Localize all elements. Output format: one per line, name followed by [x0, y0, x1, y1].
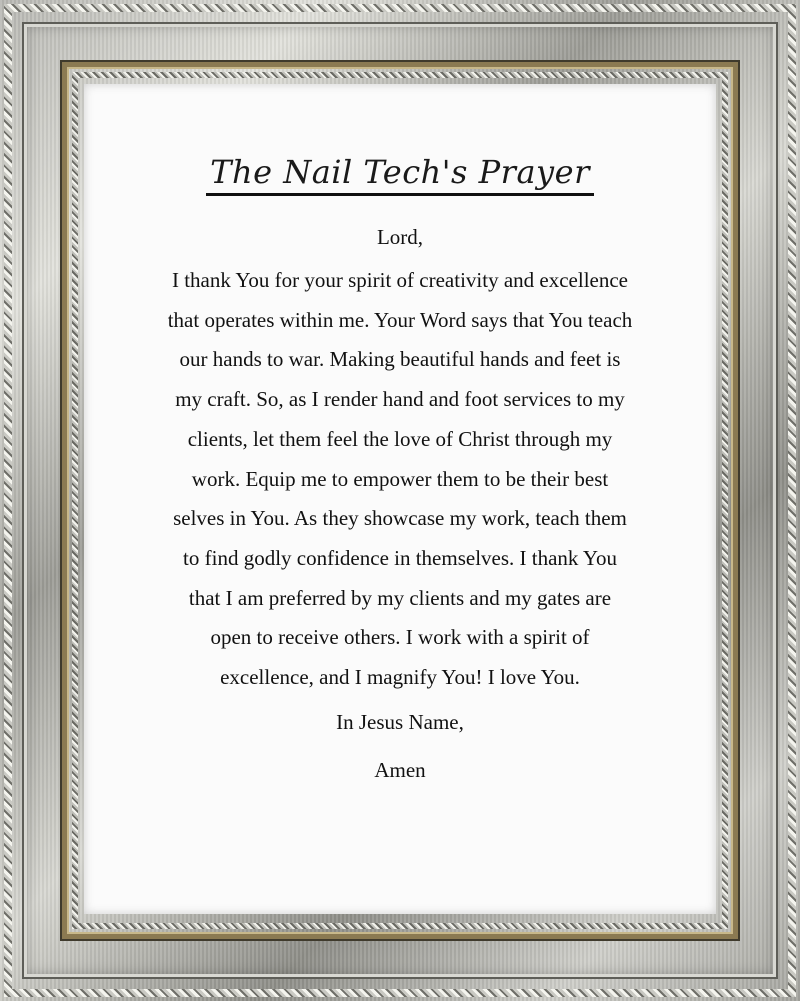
title-block: [84, 154, 716, 196]
prayer-line: that operates within me. Your Word says that You teach: [167, 307, 633, 332]
prayer-page: [84, 84, 716, 914]
prayer-text: [124, 217, 676, 790]
prayer-line: excellence, and I magnify You! I love You.: [220, 665, 580, 690]
prayer-line: our hands to war. Making beautiful hands and feet is: [179, 347, 621, 372]
prayer-line: clients, let them feel the love of Christ through my: [187, 426, 613, 451]
prayer-line: that I am preferred by my clients and my gates are: [188, 585, 612, 610]
prayer-body: [124, 261, 676, 698]
prayer-line: open to receive others. I work with a spirit of: [210, 625, 590, 650]
prayer-line: my craft. So, as I render hand and foot services to my: [175, 387, 625, 412]
closing: In Jesus Name,: [336, 709, 464, 734]
prayer-line: work. Equip me to empower them to be their best: [191, 466, 609, 491]
signoff: Amen: [374, 757, 426, 782]
page-title: The Nail Tech's Prayer: [206, 154, 594, 196]
prayer-line: to find godly confidence in themselves. I thank You: [183, 545, 617, 570]
prayer-line: I thank You for your spirit of creativity and excellence: [171, 268, 629, 292]
greeting: Lord,: [376, 225, 424, 249]
prayer-line: selves in You. As they showcase my work, teach them: [173, 506, 627, 531]
